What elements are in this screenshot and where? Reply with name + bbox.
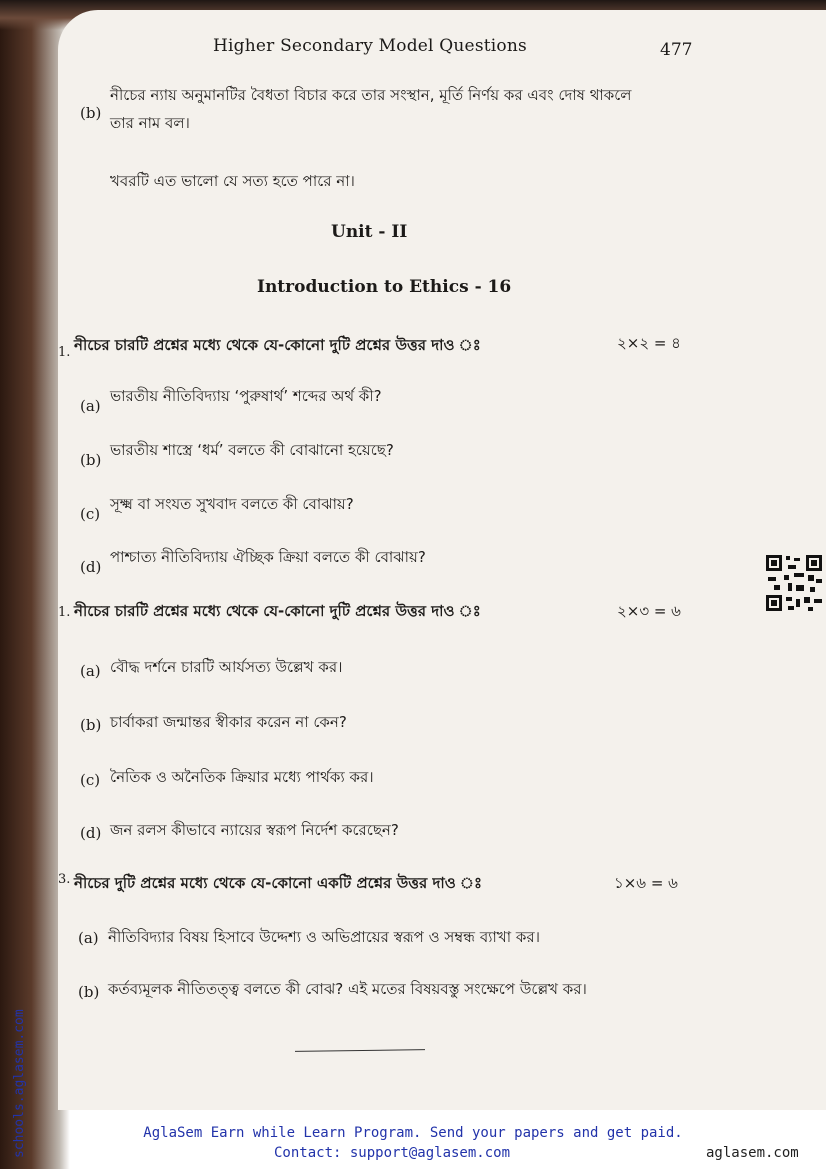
- watermark-site: aglasem.com: [706, 1145, 799, 1161]
- top-question-line2: তার নাম বল।: [110, 114, 190, 132]
- page-number: 477: [660, 40, 693, 60]
- section-3-item-b-label: (b): [78, 983, 100, 1001]
- section-1-item-b-text: ভারতীয় শাস্ত্রে ‘ধর্ম’ বলতে কী বোঝানো হয়েছে?: [110, 441, 394, 459]
- section-1-item-c-text: সূক্ষ্ম বা সংযত সুখবাদ বলতে কী বোঝায়?: [110, 495, 354, 513]
- section-2-item-a-label: (a): [80, 662, 101, 680]
- section-2-marks: ২×৩ = ৬: [617, 602, 681, 620]
- section-1-item-c-label: (c): [80, 505, 101, 523]
- watermark-banner-line2: Contact: support@aglasem.com: [274, 1145, 511, 1161]
- section-3-item-b-text: কর্তব্যমূলক নীতিতত্ত্ব বলতে কী বোঝ? এই মতের বিষয়বস্তু সংক্ষেপে উল্লেখ কর।: [108, 980, 587, 998]
- section-3-instruction: নীচের দুটি প্রশ্নের মধ্যে থেকে যে-কোনো একটি প্রশ্নের উত্তর দাও ঃ: [74, 874, 482, 892]
- section-3-marks: ১×৬ = ৬: [614, 874, 678, 892]
- section-1-marks: ২×২ = ৪: [617, 334, 681, 352]
- section-2-item-d-label: (d): [80, 824, 102, 842]
- section-2-item-b-text: চার্বাকরা জন্মান্তর স্বীকার করেন না কেন?: [110, 713, 347, 731]
- section-1-item-a-label: (a): [80, 397, 101, 415]
- header-title: Higher Secondary Model Questions: [213, 36, 527, 56]
- section-2-item-d-text: জন রলস কীভাবে ন্যায়ের স্বরূপ নির্দেশ করেছেন?: [110, 821, 399, 839]
- section-1-item-d-text: পাশ্চাত্য নীতিবিদ্যায় ঐচ্ছিক ক্রিয়া বলতে কী বোঝায়?: [110, 548, 426, 566]
- section-3-number: 3.: [58, 872, 71, 887]
- section-1-item-b-label: (b): [80, 451, 102, 469]
- section-1-item-d-label: (d): [80, 558, 102, 576]
- section-1-instruction: নীচের চারটি প্রশ্নের মধ্যে থেকে যে-কোনো দুটি প্রশ্নের উত্তর দাও ঃ: [74, 336, 481, 354]
- section-2-item-c-text: নৈতিক ও অনৈতিক ক্রিয়ার মধ্যে পার্থক্য কর।: [110, 768, 374, 786]
- section-3-item-a-label: (a): [78, 929, 99, 947]
- top-question-statement: খবরটি এত ভালো যে সত্য হতে পারে না।: [110, 172, 355, 190]
- top-question-line1: নীচের ন্যায় অনুমানটির বৈধতা বিচার করে তার সংস্থান, মূর্তি নির্ণয় কর এবং দোষ থাকলে: [110, 86, 632, 104]
- section-1-number: 1.: [58, 345, 71, 360]
- section-3-item-a-text: নীতিবিদ্যার বিষয় হিসাবে উদ্দেশ্য ও অভিপ্রায়ের স্বরূপ ও সম্বন্ধ ব্যাখা কর।: [108, 928, 540, 946]
- section-2-instruction: নীচের চারটি প্রশ্নের মধ্যে থেকে যে-কোনো দুটি প্রশ্নের উত্তর দাও ঃ: [74, 602, 481, 620]
- section-2-number: 1.: [58, 605, 71, 620]
- watermark-banner-line1: AglaSem Earn while Learn Program. Send your papers and get paid.: [143, 1125, 683, 1141]
- section-2-item-b-label: (b): [80, 716, 102, 734]
- section-1-item-a-text: ভারতীয় নীতিবিদ্যায় ‘পুরুষার্থ’ শব্দের অর্থ কী?: [110, 387, 382, 405]
- unit-subtitle: Introduction to Ethics - 16: [257, 277, 512, 297]
- unit-title: Unit - II: [331, 222, 408, 242]
- section-2-item-c-label: (c): [80, 771, 101, 789]
- qr-code-icon: [764, 553, 824, 613]
- top-question-label: (b): [80, 104, 102, 122]
- side-watermark-url: schools.aglasem.com: [12, 1009, 27, 1158]
- section-2-item-a-text: বৌদ্ধ দর্শনে চারটি আর্যসত্য উল্লেখ কর।: [110, 658, 343, 676]
